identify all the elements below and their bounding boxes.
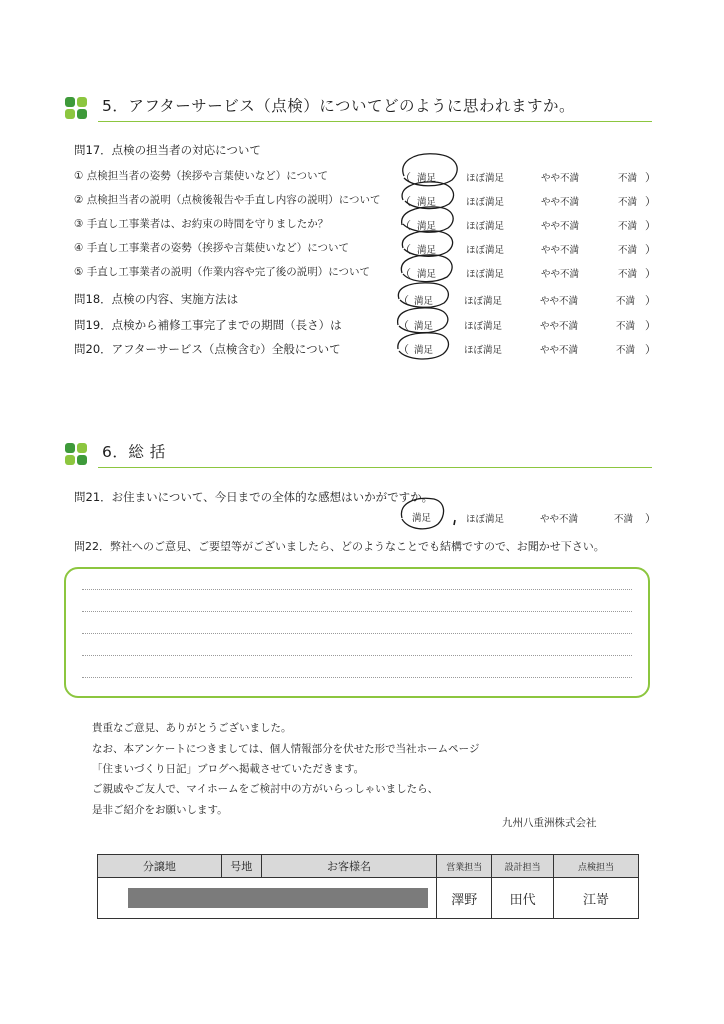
- redacted-cell: [98, 878, 437, 919]
- table-row: [98, 878, 639, 919]
- option-somewhat-unsatisfied[interactable]: やや不満: [541, 197, 580, 208]
- option-somewhat-unsatisfied[interactable]: やや不満: [541, 221, 580, 232]
- option-somewhat-unsatisfied[interactable]: やや不満: [540, 296, 579, 307]
- dotted-line: [82, 655, 632, 656]
- header-inspection-rep: 点検担当: [554, 855, 639, 878]
- dotted-line: [82, 633, 632, 634]
- option-somewhat-unsatisfied[interactable]: やや不満: [540, 514, 579, 525]
- design-rep-value: 田代: [492, 878, 554, 919]
- option-somewhat-unsatisfied[interactable]: やや不満: [541, 173, 580, 184]
- section-6-title: 6．総 括: [102, 443, 166, 461]
- option-satisfied[interactable]: 満足: [417, 173, 437, 184]
- clover-icon: [64, 96, 88, 120]
- option-satisfied[interactable]: 満足: [417, 245, 437, 256]
- option-satisfied[interactable]: 満足: [414, 321, 434, 332]
- pen-mark: [454, 520, 455, 525]
- option-unsatisfied[interactable]: 不満: [618, 245, 638, 256]
- question-17: 問17．点検の担当者の対応について: [74, 143, 261, 157]
- option-mostly-satisfied[interactable]: ほぼ満足: [464, 321, 503, 332]
- option-mostly-satisfied[interactable]: ほぼ満足: [466, 514, 505, 525]
- question-21: 問21．お住まいについて、今日までの全体的な感想はいかがですか。: [74, 490, 434, 504]
- option-unsatisfied[interactable]: 不満: [614, 514, 634, 525]
- question-17-item-4: ④ 手直し工事業者の姿勢（挨拶や言葉使いなど）について: [74, 242, 350, 254]
- question-22: 問22．弊社へのご意見、ご要望等がございましたら、どのようなことでも結構ですので、お聞かせ下さい。: [74, 540, 605, 553]
- section-5-header: [64, 94, 652, 122]
- option-mostly-satisfied[interactable]: ほぼ満足: [466, 197, 505, 208]
- dotted-line: [82, 677, 632, 678]
- option-mostly-satisfied[interactable]: ほぼ満足: [464, 296, 503, 307]
- question-17-item-3: ③ 手直し工事業者は、お約束の時間を守りましたか？: [74, 218, 329, 230]
- option-unsatisfied[interactable]: 不満: [618, 173, 638, 184]
- option-unsatisfied[interactable]: 不満: [618, 221, 638, 232]
- table-header-row: [98, 855, 639, 878]
- question-17-item-5: ⑤ 手直し工事業者の説明（作業内容や完了後の説明）について: [74, 266, 371, 278]
- option-unsatisfied[interactable]: 不満: [616, 296, 636, 307]
- section-5-title: 5．アフターサービス（点検）についてどのように思われますか。: [102, 97, 575, 115]
- option-unsatisfied[interactable]: 不満: [616, 321, 636, 332]
- dotted-line: [82, 589, 632, 590]
- header-sales-rep: 営業担当: [437, 855, 492, 878]
- option-mostly-satisfied[interactable]: ほぼ満足: [466, 269, 505, 280]
- question-17-item-1: ① 点検担当者の姿勢（挨拶や言葉使いなど）について: [74, 170, 329, 182]
- header-customer-name: お客様名: [261, 855, 437, 878]
- clover-icon: [64, 442, 88, 466]
- sales-rep-value: 澤野: [437, 878, 492, 919]
- question-19: 問19．点検から補修工事完了までの期間（長さ）は: [74, 318, 342, 332]
- option-satisfied[interactable]: 満足: [412, 513, 432, 524]
- header-lot-number: 号地: [221, 855, 261, 878]
- dotted-line: [82, 611, 632, 612]
- option-satisfied[interactable]: 満足: [414, 296, 434, 307]
- option-unsatisfied[interactable]: 不満: [616, 345, 636, 356]
- closing-line-3: 「住まいづくり日記」ブログへ掲載させていただきます。: [92, 763, 365, 775]
- option-satisfied[interactable]: 満足: [417, 221, 437, 232]
- header-lot: 分譲地: [98, 855, 222, 878]
- option-satisfied[interactable]: 満足: [414, 345, 434, 356]
- remarks-box[interactable]: [64, 567, 650, 698]
- option-satisfied[interactable]: 満足: [417, 269, 437, 280]
- option-mostly-satisfied[interactable]: ほぼ満足: [466, 221, 505, 232]
- closing-line-4: ご親戚やご友人で、マイホームをご検討中の方がいらっしゃいましたら、: [92, 783, 439, 795]
- option-mostly-satisfied[interactable]: ほぼ満足: [466, 245, 505, 256]
- option-somewhat-unsatisfied[interactable]: やや不満: [541, 269, 580, 280]
- inspection-rep-value: 江嵜: [554, 878, 639, 919]
- redaction-bar: [128, 888, 428, 908]
- closing-line-2: なお、本アンケートにつきましては、個人情報部分を伏せた形で当社ホームページ: [92, 743, 480, 755]
- option-unsatisfied[interactable]: 不満: [618, 269, 638, 280]
- section-6-header: [64, 440, 652, 468]
- section-6-rule: [98, 467, 652, 469]
- option-mostly-satisfied[interactable]: ほぼ満足: [464, 345, 503, 356]
- company-name: 九州八重洲株式会社: [502, 817, 597, 829]
- option-mostly-satisfied[interactable]: ほぼ満足: [466, 173, 505, 184]
- closing-line-1: 貴重なご意見、ありがとうございました。: [92, 722, 292, 734]
- option-unsatisfied[interactable]: 不満: [618, 197, 638, 208]
- section-5-rule: [98, 121, 652, 123]
- option-somewhat-unsatisfied[interactable]: やや不満: [540, 345, 579, 356]
- option-somewhat-unsatisfied[interactable]: やや不満: [540, 321, 579, 332]
- question-20: 問20．アフターサービス（点検含む）全般について: [74, 342, 341, 356]
- header-design-rep: 設計担当: [492, 855, 554, 878]
- closing-line-5: 是非ご紹介をお願いします。: [92, 804, 228, 816]
- option-satisfied[interactable]: 満足: [417, 197, 437, 208]
- question-17-item-2: ② 点検担当者の説明（点検後報告や手直し内容の説明）について: [74, 194, 381, 206]
- question-18: 問18．点検の内容、実施方法は: [74, 292, 239, 306]
- staff-info-table: [97, 854, 639, 919]
- option-somewhat-unsatisfied[interactable]: やや不満: [541, 245, 580, 256]
